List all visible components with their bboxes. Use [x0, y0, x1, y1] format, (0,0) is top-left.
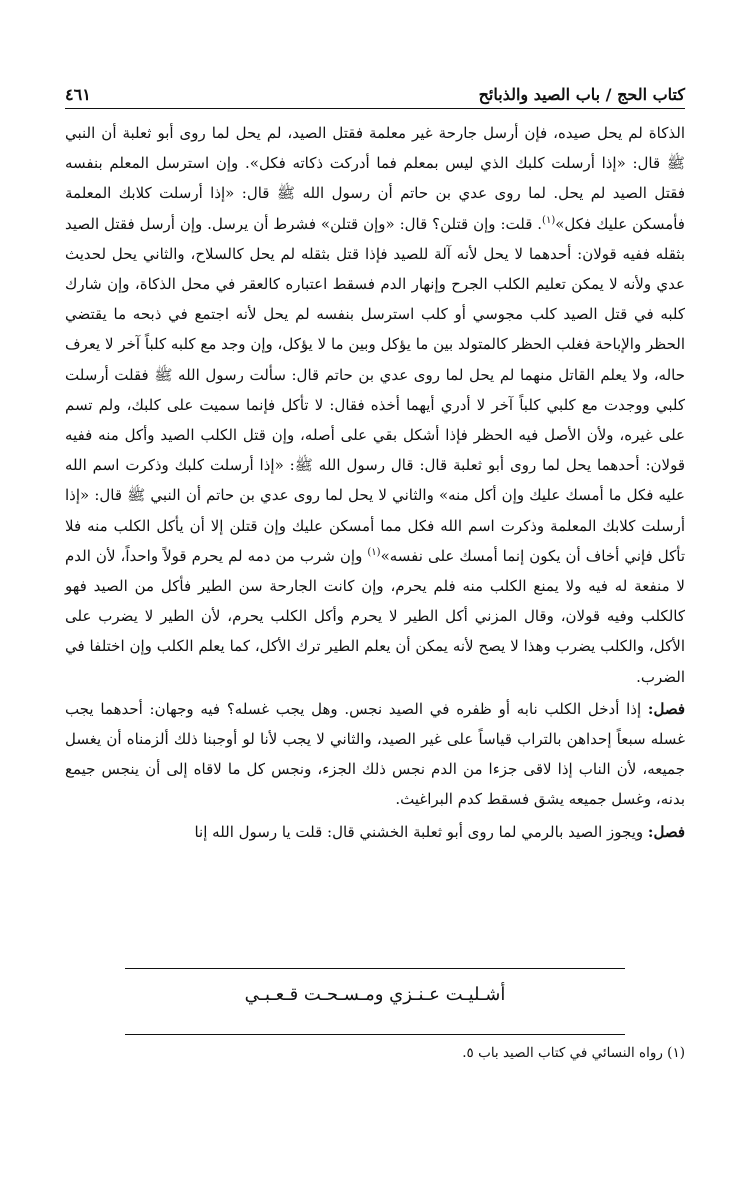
- section-text: إذا أدخل الكلب نابه أو ظفره في الصيد نجس. وهل يجب غسله؟ فيه وجهان: أحدهما يجب غسله سبعاً إحداهن بالتراب قياساً على غير الصيد، والثاني لا يجب لأنا لو أوجبنا ذلك ألزمناه أن يغسل جميعه، لأن الناب إذا لاقى جزءا من الدم نجس ذلك الجزء، ونجس كل ما لاقاه إلى أن ينجس جيمع بدنه، وغسل جميعه يشق فسقط كدم البراغيث.: [65, 699, 685, 809]
- paragraph: [65, 118, 685, 692]
- footnote-text: رواه النسائي في كتاب الصيد باب ٥.: [462, 1045, 663, 1061]
- header-rule: [65, 108, 685, 109]
- running-head: [65, 78, 685, 104]
- section-paragraph: [65, 817, 685, 847]
- page-number: ٤٦١: [65, 85, 91, 104]
- separator-rule: [125, 968, 625, 969]
- footnote-reference: (١): [542, 214, 556, 226]
- separator-rule: [125, 1034, 625, 1035]
- decorative-verse: أشـليـت عـنـزي ومـسـحـت قـعـبـي: [244, 984, 506, 1005]
- footnote-number: (١): [667, 1045, 685, 1061]
- paragraph-text: . قلت: وإن قتلن؟ قال: «وإن قتلن» فشرط أن يرسل. وإن أرسل فقتل الصيد بثقله ففيه قولان: أحدهما لا يحل لأنه آلة للصيد فإذا قتل بثقله لم يحل كالسلاح، والثاني يحل لحديث عدي ولأنه لا يمكن تعليم الكلب الجرح وإنهار الدم فسقط اعتباره كالعقر في محل الذكاة، وإن شارك كلبه في قتل الصيد كلب مجوسي أو كلب استرسل بنفسه لم يحل لأنه اجتمع في ذبحه ما يقتضي الحظر والإباحة فغلب الحظر كالمتولد بين ما يؤكل وبين ما لا يؤكل، وإن وجد مع كلبه كلباً آخر لا يعرف حاله، ولا يعلم القاتل منهما لم يحل لما روى عدي بن حاتم قال: سألت رسول الله ﷺ فقلت أرسلت كلبي ووجدت مع كلبي كلباً آخر لا أدري أيهما أخذه فقال: لا تأكل فإنما سميت على كلبك، ولم تسم على غيره، ولأن الأصل فيه الحظر فإذا أشكل بقي على أصله، وإن قتل الكلب الصيد وأكل منه ففيه قولان: أحدهما يحل لما روى أبو ثعلبة قال: قال رسول الله ﷺ: «إذا أرسلت كلبك وذكرت اسم الله عليه فكل ما أمسك عليك وإن أكل منه» والثاني لا يحل لما روى عدي بن حاتم أن النبي ﷺ قال: «إذا أرسلت كلابك المعلمة وذكرت اسم الله فكل مما أمسكن عليك وإن قتلن إلا أن يأكل الكلب منه فلا تأكل فإني أخاف أن يكون إنما أمسك على نفسه»: [65, 214, 686, 565]
- section-paragraph: [65, 694, 685, 815]
- paragraph-text: وإن شرب من دمه لم يحرم قولاً واحداً، لأن الدم لا منفعة له فيه ولا يمنع الكلب منه فلم يحرم، وإن كانت الجارحة سن الطير فأكل من الصيد فهو كالكلب وفيه قولان، وقال المزني أكل الطير لا يحرم وأكل الكلب يحرم، لأن الطير لا يضرب على الأكل، والكلب يضرب وهذا لا يصح لأنه يمكن أن يعلم الطير ترك الأكل، كما يعلم الكلب وإن اختلفا في الضرب.: [65, 546, 685, 686]
- footnote-reference: (١): [367, 546, 381, 558]
- body-text: [65, 118, 685, 847]
- chapter-title: كتاب الحج / باب الصيد والذبائح: [478, 85, 685, 104]
- footnote: [65, 1045, 685, 1061]
- section-label: فصل:: [647, 822, 685, 841]
- section-label: فصل:: [647, 699, 685, 718]
- section-text: ويجوز الصيد بالرمي لما روى أبو ثعلبة الخشني قال: قلت يا رسول الله إنا: [194, 822, 648, 841]
- paragraph-text: الذكاة لم يحل صيده، فإن أرسل جارحة غير معلمة فقتل الصيد، لم يحل لما روى أبو ثعلبة أن النبي ﷺ قال: «إذا أرسلت كلبك الذي ليس بمعلم فما أدركت ذكاته فكل». وإن استرسل المعلم بنفسه فقتل الصيد لم يحل. لما روى عدي بن حاتم أن رسول الله ﷺ قال: «إذا أرسلت كلابك المعلمة فأمسكن عليك فكل»: [65, 124, 685, 233]
